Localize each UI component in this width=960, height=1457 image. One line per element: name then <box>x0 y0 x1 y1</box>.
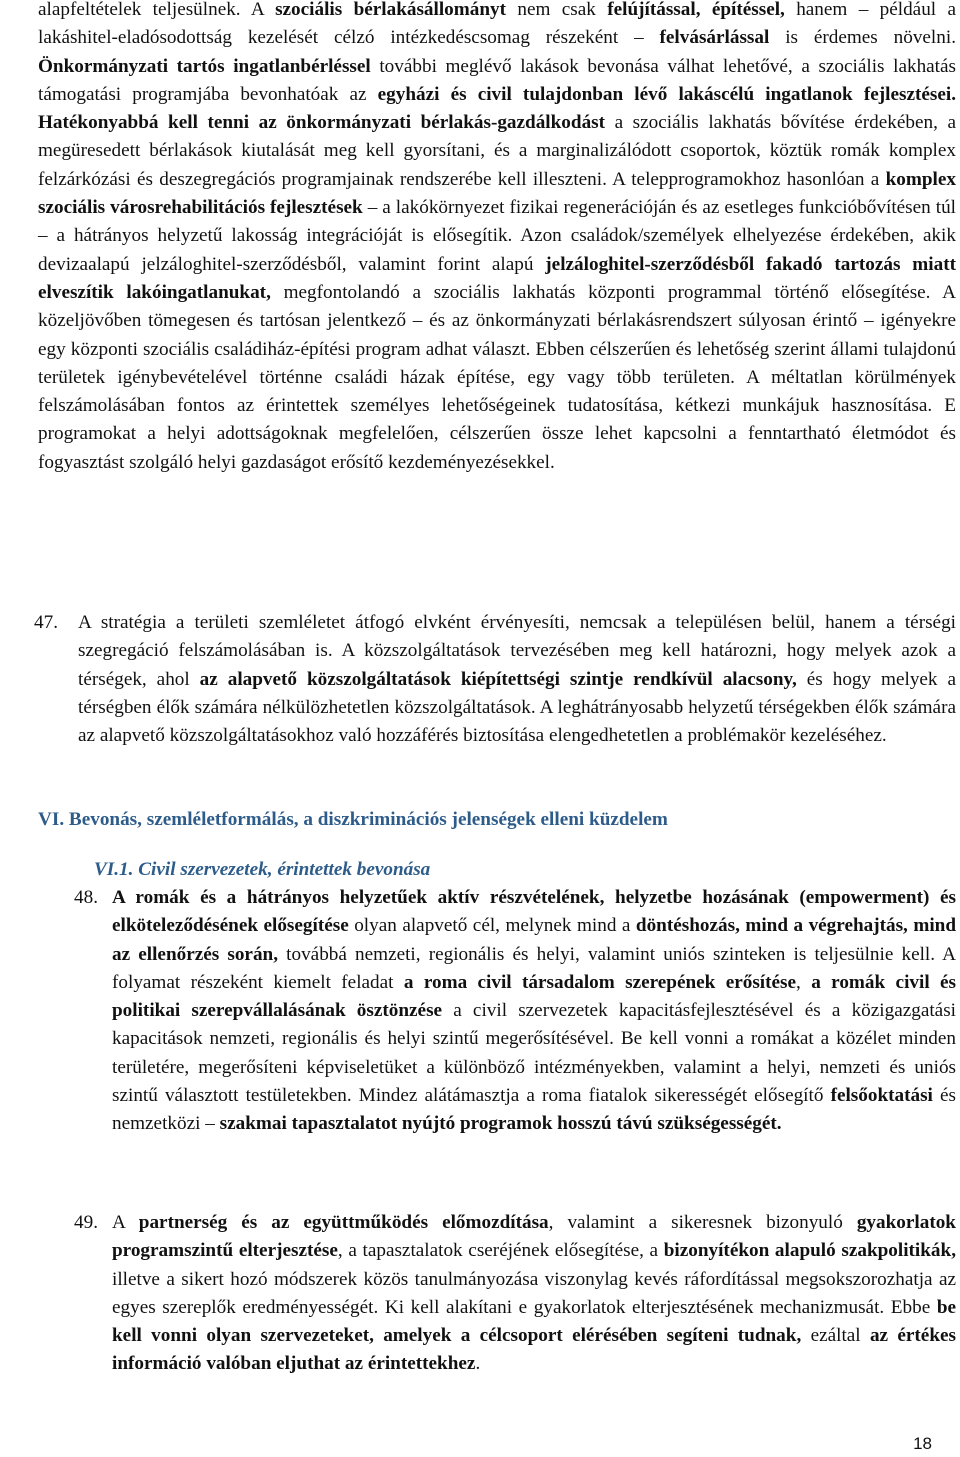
bold-text-run: komplex szociális városrehabilitációs fejlesztések <box>38 168 956 219</box>
text-run: illetve a sikert hozó módszerek közös tanulmányozása viszonylag kevés ráfordítással megsokszorozhatja az egyes szereplők eredményességét. Ki kell alakítani e gyakorlatok elterjesztésének mechanizmusát. Ebbe <box>112 1268 956 1318</box>
bold-text-run: szociális bérlakásállományt <box>275 0 507 20</box>
text-run: , valamint a sikeresnek bizonyuló <box>548 1212 857 1233</box>
bold-text-run: A romák és a hátrányos helyzetűek aktív részvételének, helyzetbe hozásának (empowerment) és elköteleződésének elősegítése <box>112 887 956 937</box>
text-run: továbbá nemzeti, regionális és helyi, valamint uniós szinteken is teljesülnie kell. A folyamat részeként kiemelt feladat <box>112 943 956 993</box>
bold-text-run: az alapvető közszolgáltatások kiépítettségi szintje rendkívül alacsony, <box>199 668 797 690</box>
text-run: és nemzetközi – <box>112 1085 956 1135</box>
subsection-heading: VI.1. Civil szervezetek, érintettek bevonása <box>94 859 431 880</box>
page-number: 18 <box>913 1434 932 1453</box>
bold-text-run: felújítással, építéssel, <box>607 0 785 20</box>
text-run: is érdemes növelni. <box>769 27 956 49</box>
bold-text-run: szakmai tapasztalatot nyújtó programok hosszú távú szükségességét. <box>219 1113 782 1135</box>
bold-text-run: bizonyítékon alapuló szakpolitikák, <box>663 1240 956 1262</box>
item-47-text <box>78 609 956 750</box>
item-47 <box>34 609 956 750</box>
item-49 <box>74 1209 956 1379</box>
item-48-text <box>112 884 956 1139</box>
text-run: alapfeltételek teljesülnek. A <box>38 0 276 20</box>
text-run: a civil szervezetek kapacitásfejlesztésével és a közigazgatási kapacitások nemzeti, regionális és helyi szintű megerősítésével. Be kell vonni a romákat a közélet minden területére, megerősíteni képviseletüket a különböző intézményekben, valamint a helyi, nemzeti és uniós szintű választott testületekben. Mindez alátámasztja a roma fiatalok sikerességét elősegítő <box>112 1000 956 1107</box>
text-run: nem csak <box>506 0 608 20</box>
text-run: a szociális lakhatás bővítése érdekében, a megüresedett bérlakások kiutalását meg kell gyorsítani, és a marginalizálódott csoportok, köztük romák komplex felzárkózási és deszegregációs programjainak rendszerébe kell illeszteni. A telepprogramokhoz hasonlóan a <box>38 112 956 190</box>
text-run: olyan alapvető cél, melynek mind a <box>348 915 636 937</box>
text-run: hanem – például a lakáshitel-eladósodottság kezelését célzó intézkedéscsomag részeként – <box>38 0 956 49</box>
bold-text-run: partnerség és az együttműködés előmozdítása <box>138 1212 549 1233</box>
text-run: ezáltal <box>801 1325 870 1347</box>
bold-text-run: felsőoktatási <box>830 1085 933 1107</box>
text-run: és hogy melyek a térségben élők számára nélkülözhetetlen közszolgáltatások. A leghátrányosabb helyzetű térségekben élők számára az alapvető közszolgáltatásokhoz való hozzáférés biztosítása elengedhetetlen a problémakör kezeléséhez. <box>78 668 956 747</box>
section-heading: VI. Bevonás, szemléletformálás, a diszkriminációs jelenségek elleni küzdelem <box>38 809 668 830</box>
bold-text-run: az értékes információ valóban eljuthat az érintettekhez <box>112 1325 956 1375</box>
text-run: – a lakókörnyezet fizikai regenerációján és az esetleges funkcióbővítésen túl – a hátrányos helyzetű lakosság integrációját is elősegítik. Azon családok/személyek elhelyezése érdekében, akik devizaalapú jelzáloghitel-szerződésből, valamint forint alapú <box>38 197 956 275</box>
bold-text-run: be kell vonni olyan szervezeteket, amelyek a célcsoport elérésében segíteni tudnak, <box>112 1296 956 1347</box>
bold-text-run: gyakorlatok programszintű elterjesztése <box>112 1212 956 1262</box>
item-number: 47. <box>34 612 58 633</box>
bold-text-run: Önkormányzati tartós ingatlanbérléssel <box>38 55 371 77</box>
text-run: további meglévő lakások bevonása válhat lehetővé, a szociális lakhatás támogatási programjába bevonhatóak az <box>38 55 956 105</box>
bold-text-run: Hatékonyabbá kell tenni az önkormányzati bérlakás-gazdálkodást <box>38 112 606 134</box>
text-run: megfontolandó a szociális lakhatás központi programmal történő elősegítése. A közeljövőben tömegesen és tartósan jelentkező – és az önkormányzati bérlakásrendszert súlyosan érintő – igényekre egy központi szociális családiház-építési program adhat választ. Ebben célszerűen és lehetőség szerint állami tulajdonú területek igénybevételével történne családi házak építése, egy vagy több területen. A méltatlan körülmények felszámolásában fontos az érintettek személyes lehetőségeinek tudatosítása, kétkezi munkájuk hasznosítása. E programokat a helyi adottságoknak megfelelően, célszerűen össze lehet kapcsolni a fenntartható életmódot és fogyasztást szolgáló helyi gazdaságot erősítő kezdeményezésekkel. <box>38 281 956 473</box>
text-run: . <box>475 1353 481 1375</box>
bold-text-run: felvásárlással <box>659 27 770 49</box>
text-run: A stratégia a területi szemléletet átfogó elvként érvényesíti, nemcsak a településen belül, hanem a térségi szegregáció felszámolásában is. A közszolgáltatások tervezésében meg kell határozni, hogy melyek azok a térségek, ahol <box>78 612 956 690</box>
text-run: A <box>112 1212 139 1233</box>
bold-text-run: a roma civil társadalom szerepének erősítése <box>403 971 797 993</box>
item-49-text <box>112 1209 956 1379</box>
bold-text-run: jelzáloghitel-szerződésből fakadó tartozás miatt elveszítik lakóingatlanukat, <box>38 253 956 303</box>
continuation-paragraph <box>38 0 956 477</box>
text-run: , <box>796 971 812 993</box>
item-number: 49. <box>74 1212 98 1233</box>
bold-text-run: a romák civil és politikai szerepvállalásának ösztönzése <box>112 971 957 1022</box>
text-run: , a tapasztalatok cseréjének elősegítése, a <box>337 1240 664 1262</box>
item-number: 48. <box>74 887 98 908</box>
bold-text-run: egyházi és civil tulajdonban lévő lakáscélú ingatlanok fejlesztései. <box>377 83 956 105</box>
bold-text-run: döntéshozás, mind a végrehajtás, mind az ellenőrzés során, <box>112 915 956 965</box>
item-48 <box>74 884 956 1139</box>
